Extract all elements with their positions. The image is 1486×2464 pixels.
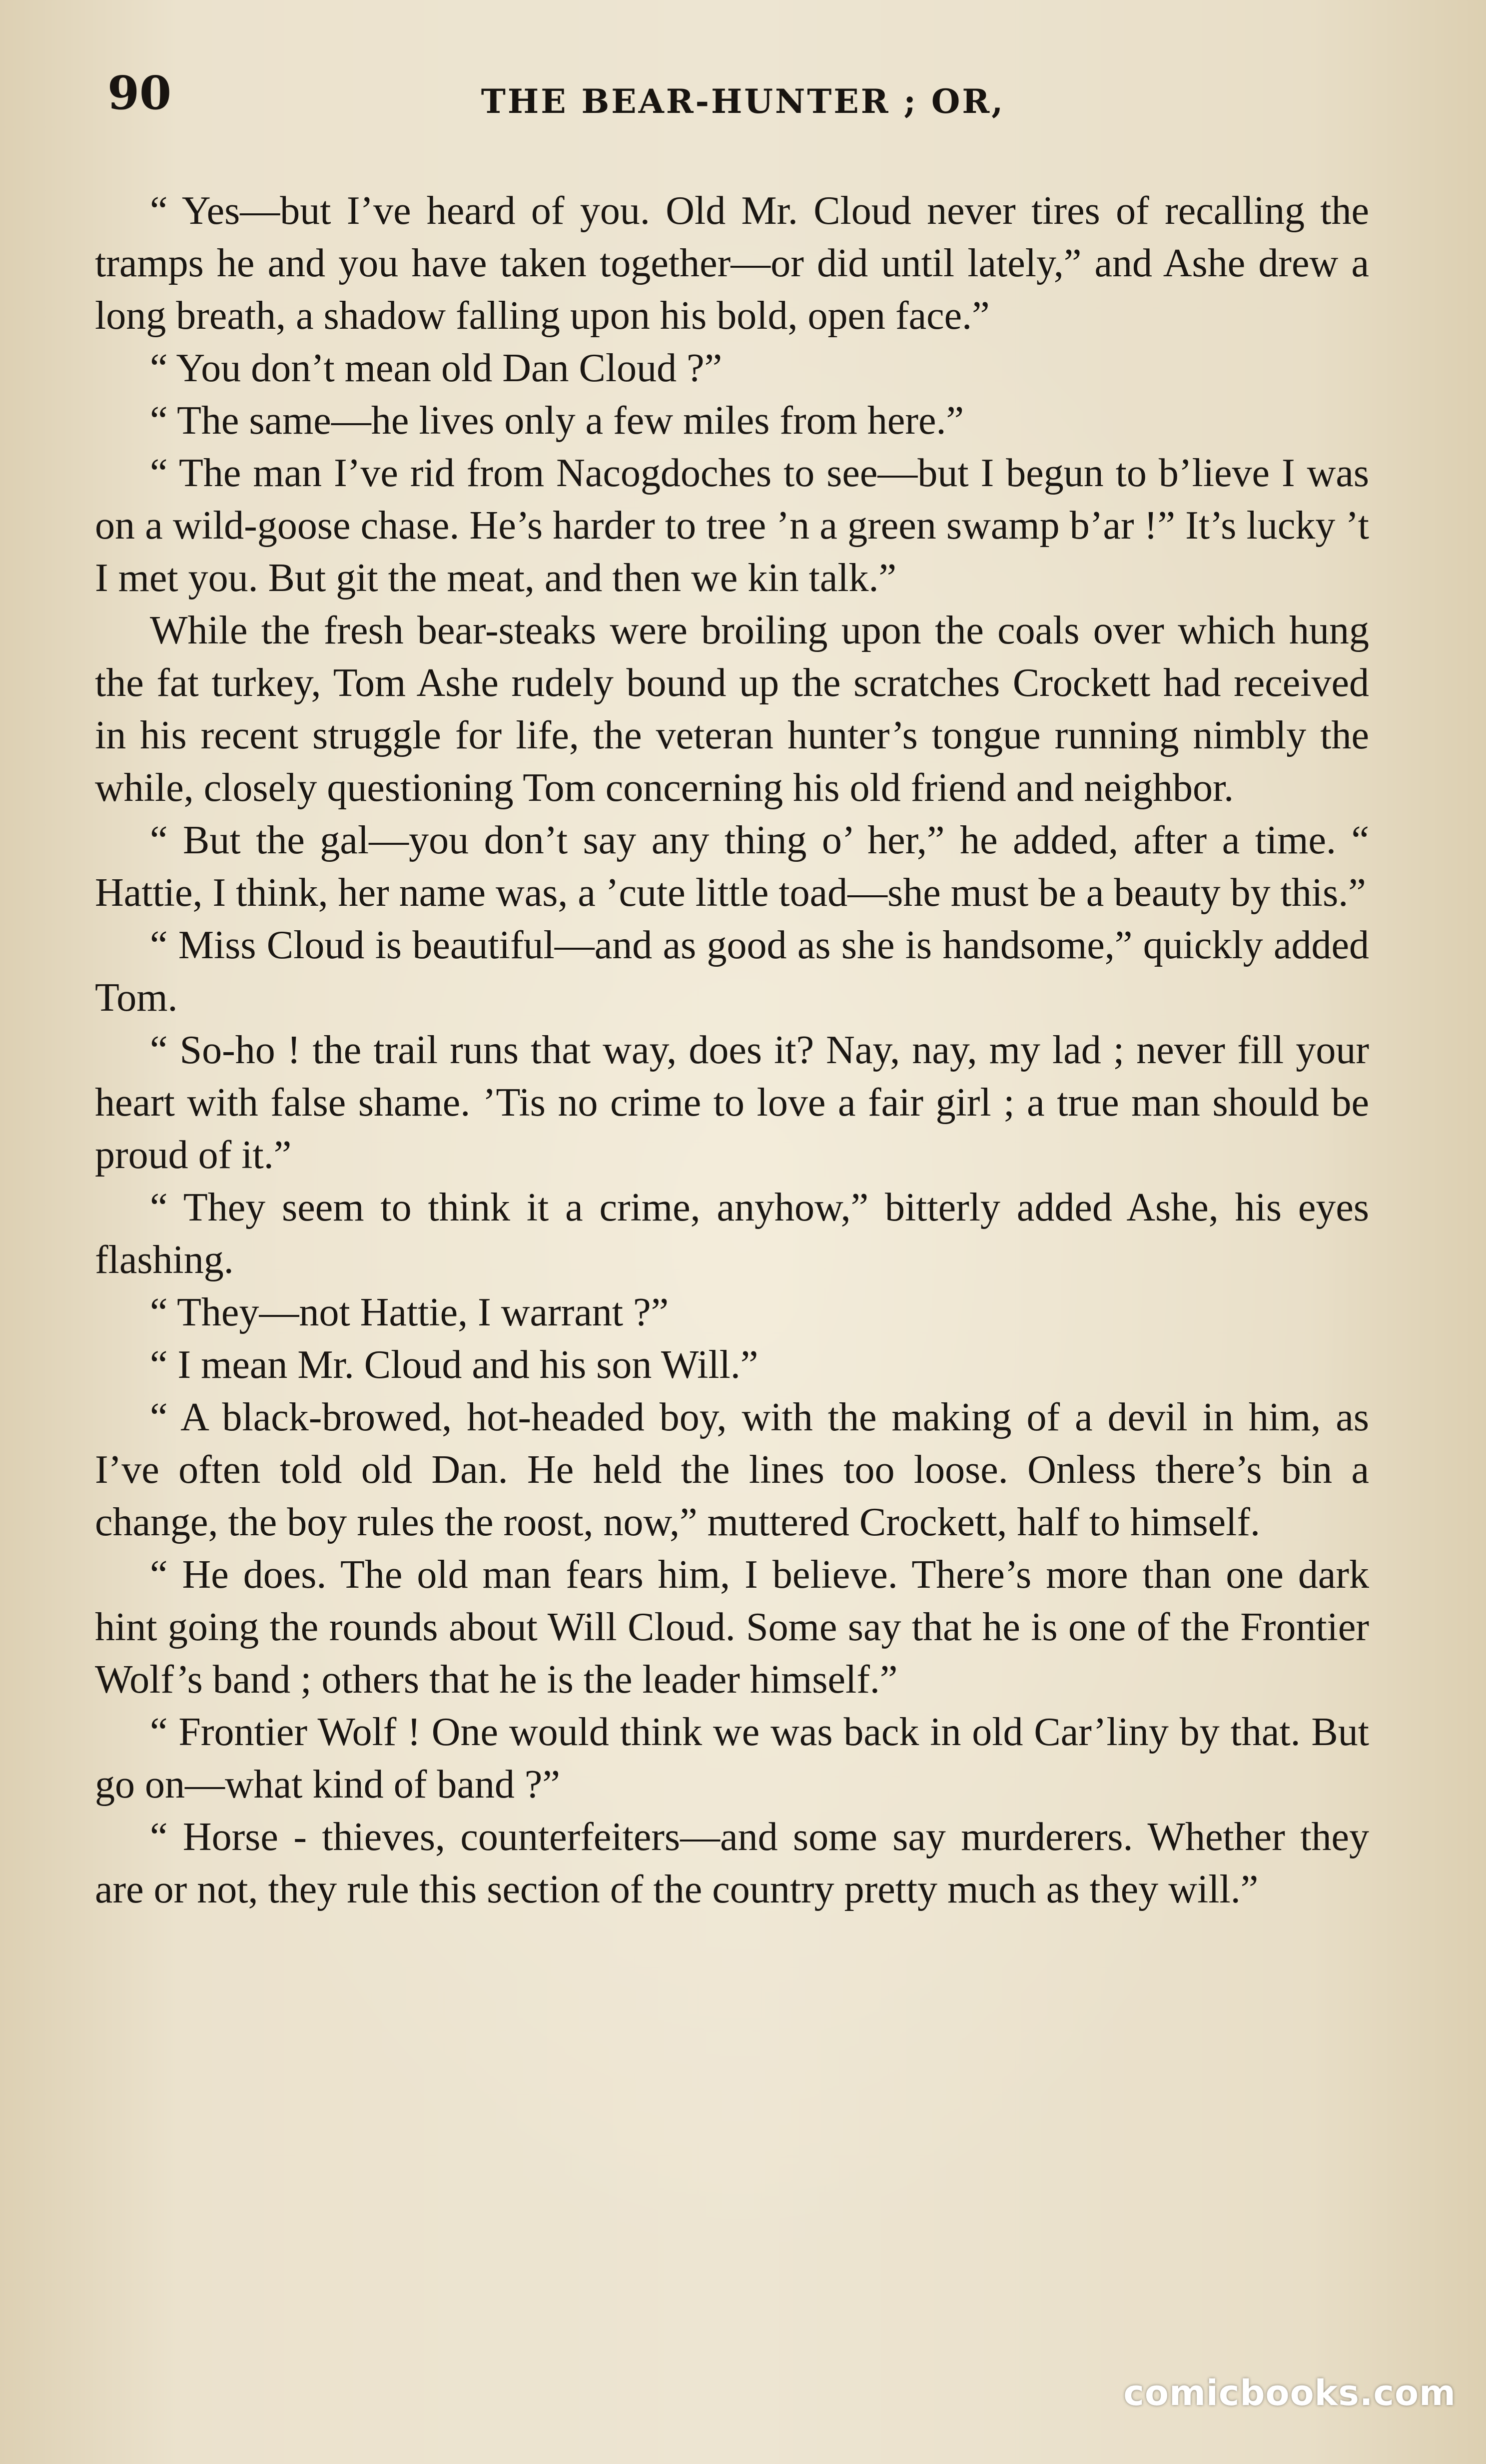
paragraph: “ The same—he lives only a few miles from here.”: [150, 399, 964, 443]
paragraph: “ You don’t mean old Dan Cloud ?”: [150, 346, 723, 390]
paragraph: “ But the gal—you don’t say any thing o’ her,” he added, after a time. “ Hattie, I think, her name was, a ’cute little toad—she must be a beauty by this.”: [95, 818, 1369, 915]
body-text: [95, 185, 1369, 1916]
watermark-text: comicbooks.com: [1123, 2373, 1456, 2414]
paragraph: “ A black-browed, hot-headed boy, with the making of a devil in him, as I’ve often told old Dan. He held the lines too loose. Onless there’s bin a change, the boy rules the roost, now,” muttered Crockett, half to himself.: [95, 1395, 1369, 1544]
paragraph: “ He does. The old man fears him, I believe. There’s more than one dark hint going the rounds about Will Cloud. Some say that he is one of the Frontier Wolf’s band ; others that he is the leader himself.”: [95, 1553, 1369, 1702]
paragraph: “ The man I’ve rid from Nacogdoches to see—but I begun to b’lieve I was on a wild-goose chase. He’s harder to tree ’n a green swamp b’ar !” It’s lucky ’t I met you. But git the meat, and then we kin talk.”: [95, 451, 1369, 600]
paragraph: “ Yes—but I’ve heard of you. Old Mr. Cloud never tires of recalling the tramps he and you have taken together—or did until lately,” and Ashe drew a long breath, a shadow falling upon his bold, open face.”: [95, 189, 1369, 338]
paragraph: “ They—not Hattie, I warrant ?”: [150, 1290, 669, 1334]
paragraph: “ Horse - thieves, counterfeiters—and some say murderers. Whether they are or not, they rule this section of the country pretty much as they will.”: [95, 1815, 1369, 1911]
paragraph: “ They seem to think it a crime, anyhow,” bitterly added Ashe, his eyes flashing.: [95, 1186, 1369, 1282]
page-number: 90: [107, 66, 172, 120]
paragraph: “ Frontier Wolf ! One would think we was back in old Car’liny by that. But go on—what kind of band ?”: [95, 1710, 1369, 1807]
paragraph: “ I mean Mr. Cloud and his son Will.”: [150, 1343, 758, 1387]
paragraph: “ Miss Cloud is beautiful—and as good as she is handsome,” quickly added Tom.: [95, 923, 1369, 1020]
paragraph: “ So-ho ! the trail runs that way, does it? Nay, nay, my lad ; never fill your heart with false shame. ’Tis no crime to love a fair girl ; a true man should be proud of it.”: [95, 1028, 1369, 1177]
running-head: THE BEAR-HUNTER ; OR,: [481, 82, 1005, 121]
paragraph: While the fresh bear-steaks were broiling upon the coals over which hung the fat turkey, Tom Ashe rudely bound up the scratches Crockett had received in his recent struggle for life, the veteran hunter’s tongue running nimbly the while, closely questioning Tom concerning his old friend and neighbor.: [95, 609, 1369, 810]
